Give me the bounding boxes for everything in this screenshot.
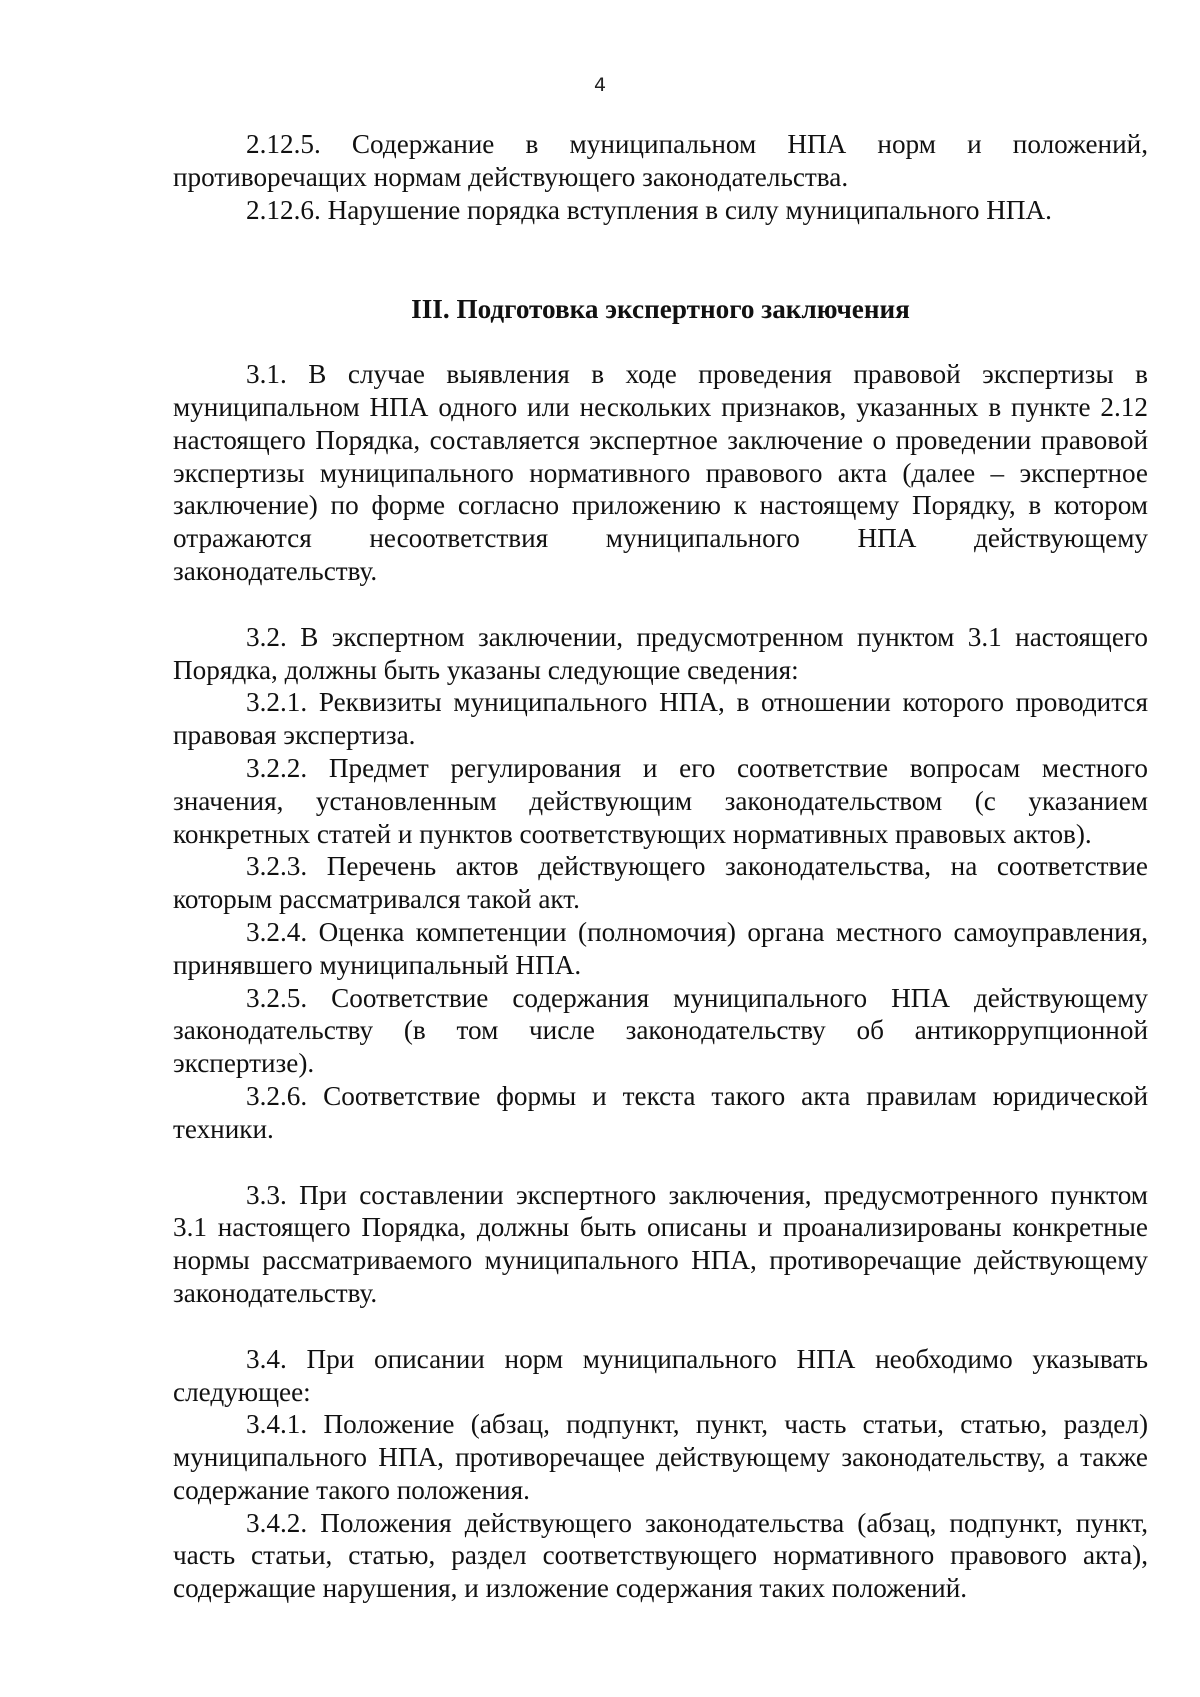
page-number: 4 bbox=[593, 74, 607, 96]
paragraph-3-3: 3.3. При составлении экспертного заключения, предусмотренного пунктом 3.1 настоящего Порядка, должны быть описаны и проанализированы конкретные нормы рассматриваемого муниципального НПА, противоречащие действующему законодательству. bbox=[173, 1179, 1148, 1308]
paragraph-2-12-6: 2.12.6. Нарушение порядка вступления в силу муниципального НПА. bbox=[246, 194, 1052, 225]
paragraph-3-1: 3.1. В случае выявления в ходе проведения правовой экспертизы в муниципальном НПА одного или нескольких признаков, указанных в пункте 2.12 настоящего Порядка, составляется экспертное заключение о проведении правовой экспертизы муниципального нормативного правового акта (далее – экспертное заключение) по форме согласно приложению к настоящему Порядку, в котором отражаются несоответствия муниципального НПА действующему законодательству. bbox=[173, 359, 1148, 586]
paragraph-3-2-2: 3.2.2. Предмет регулирования и его соответствие вопросам местного значения, установленным действующим законодательством (с указанием конкретных статей и пунктов соответствующих нормативных правовых актов). bbox=[173, 752, 1148, 849]
paragraph-3-2-6: 3.2.6. Соответствие формы и текста такого акта правилам юридической техники. bbox=[173, 1080, 1148, 1144]
paragraph-3-2-5: 3.2.5. Соответствие содержания муниципального НПА действующему законодательству (в том числе законодательству об антикоррупционной экспертизе). bbox=[173, 982, 1148, 1079]
section-heading-iii: III. Подготовка экспертного заключения bbox=[411, 294, 910, 325]
paragraph-3-2-4: 3.2.4. Оценка компетенции (полномочия) органа местного самоуправления, принявшего муниципальный НПА. bbox=[173, 916, 1148, 980]
paragraph-3-2-3: 3.2.3. Перечень актов действующего законодательства, на соответствие которым рассматривался такой акт. bbox=[173, 851, 1148, 915]
document-body bbox=[173, 128, 1148, 1605]
paragraph-3-2-1: 3.2.1. Реквизиты муниципального НПА, в отношении которого проводится правовая экспертиза. bbox=[173, 687, 1148, 751]
paragraph-3-4-1: 3.4.1. Положение (абзац, подпункт, пункт, часть статьи, статью, раздел) муниципального НПА, противоречащее действующему законодательству, а также содержание такого положения. bbox=[173, 1409, 1148, 1505]
paragraph-3-4: 3.4. При описании норм муниципального НПА необходимо указывать следующее: bbox=[173, 1343, 1148, 1407]
paragraph-3-2: 3.2. В экспертном заключении, предусмотренном пунктом 3.1 настоящего Порядка, должны быть указаны следующие сведения: bbox=[173, 621, 1148, 685]
paragraph-2-12-5: 2.12.5. Содержание в муниципальном НПА норм и положений, противоречащих нормам действующего законодательства. bbox=[173, 129, 1148, 192]
paragraph-3-4-2: 3.4.2. Положения действующего законодательства (абзац, подпункт, пункт, часть статьи, статью, раздел соответствующего нормативного правового акта), содержащие нарушения, и изложение содержания таких положений. bbox=[173, 1507, 1148, 1604]
